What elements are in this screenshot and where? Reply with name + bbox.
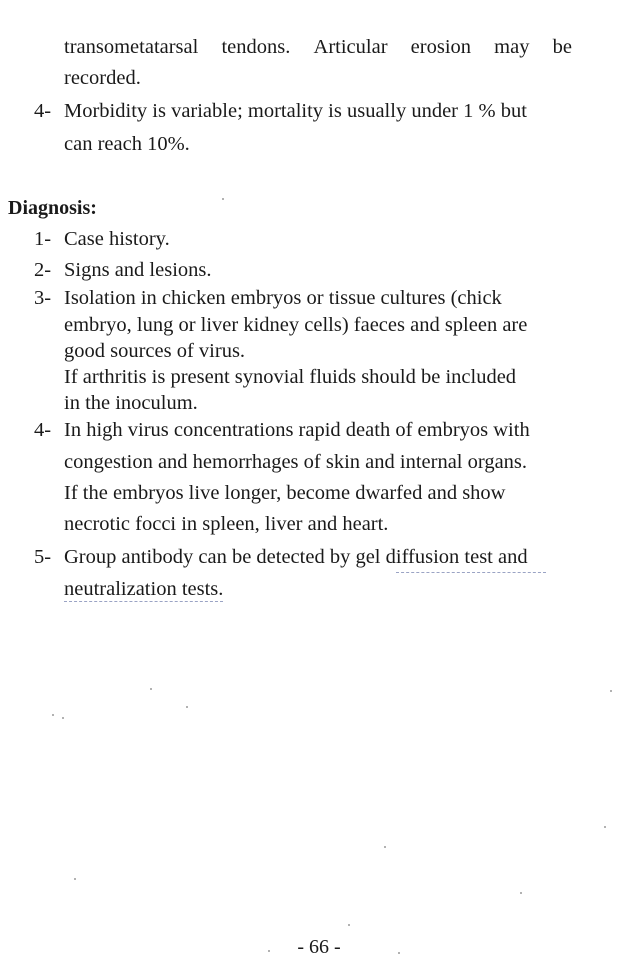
item-text-line: embryo, lung or liver kidney cells) faeces and spleen are: [64, 314, 528, 336]
scan-speck: [150, 688, 152, 690]
page-number: - 66 -: [297, 936, 341, 958]
item-text-line: neutralization tests.: [64, 578, 224, 600]
scan-speck: [62, 717, 64, 719]
item-text-line: Morbidity is variable; mortality is usually under 1 % but: [64, 100, 527, 122]
item-text-line: good sources of virus.: [64, 340, 246, 362]
scan-speck: [384, 846, 386, 848]
scan-speck: [604, 826, 606, 828]
word: be: [552, 36, 572, 58]
continuation-line-2: recorded.: [64, 67, 141, 89]
item-text-line: necrotic focci in spleen, liver and heart.: [64, 513, 389, 535]
item-number: 5-: [34, 546, 52, 568]
scan-speck: [222, 198, 224, 200]
scan-speck: [268, 950, 270, 952]
item-text-line: If arthritis is present synovial fluids should be included: [64, 366, 517, 388]
item-number: 1-: [34, 228, 52, 250]
item-text-line: Group antibody can be detected by gel diffusion test and: [64, 546, 528, 568]
word: may: [494, 36, 530, 58]
item-text-line: can reach 10%.: [64, 133, 190, 155]
item-text-line: Signs and lesions.: [64, 259, 212, 281]
continuation-line-1: [64, 36, 572, 59]
item-text-line: If the embryos live longer, become dwarfed and show: [64, 482, 506, 504]
scan-speck: [520, 892, 522, 894]
word: Articular: [313, 36, 388, 58]
item-text-line: In high virus concentrations rapid death of embryos with: [64, 419, 530, 441]
item-number: 4-: [34, 419, 52, 441]
scan-speck: [74, 878, 76, 880]
scan-speck: [398, 952, 400, 954]
item-number: 3-: [34, 287, 52, 309]
item-text-line: congestion and hemorrhages of skin and internal organs.: [64, 451, 528, 473]
section-heading: Diagnosis:: [8, 197, 97, 219]
pencil-underline: [396, 572, 546, 573]
scan-speck: [348, 924, 350, 926]
item-text-line: Case history.: [64, 228, 170, 250]
item-number: 4-: [34, 100, 52, 122]
word: erosion: [410, 36, 472, 58]
item-text-line: Isolation in chicken embryos or tissue cultures (chick: [64, 287, 502, 309]
item-number: 2-: [34, 259, 52, 281]
scan-speck: [610, 690, 612, 692]
item-text-line: in the inoculum.: [64, 392, 198, 414]
word: tendons.: [221, 36, 291, 58]
word: transometatarsal: [64, 36, 199, 58]
scan-speck: [52, 714, 54, 716]
scan-speck: [186, 706, 188, 708]
